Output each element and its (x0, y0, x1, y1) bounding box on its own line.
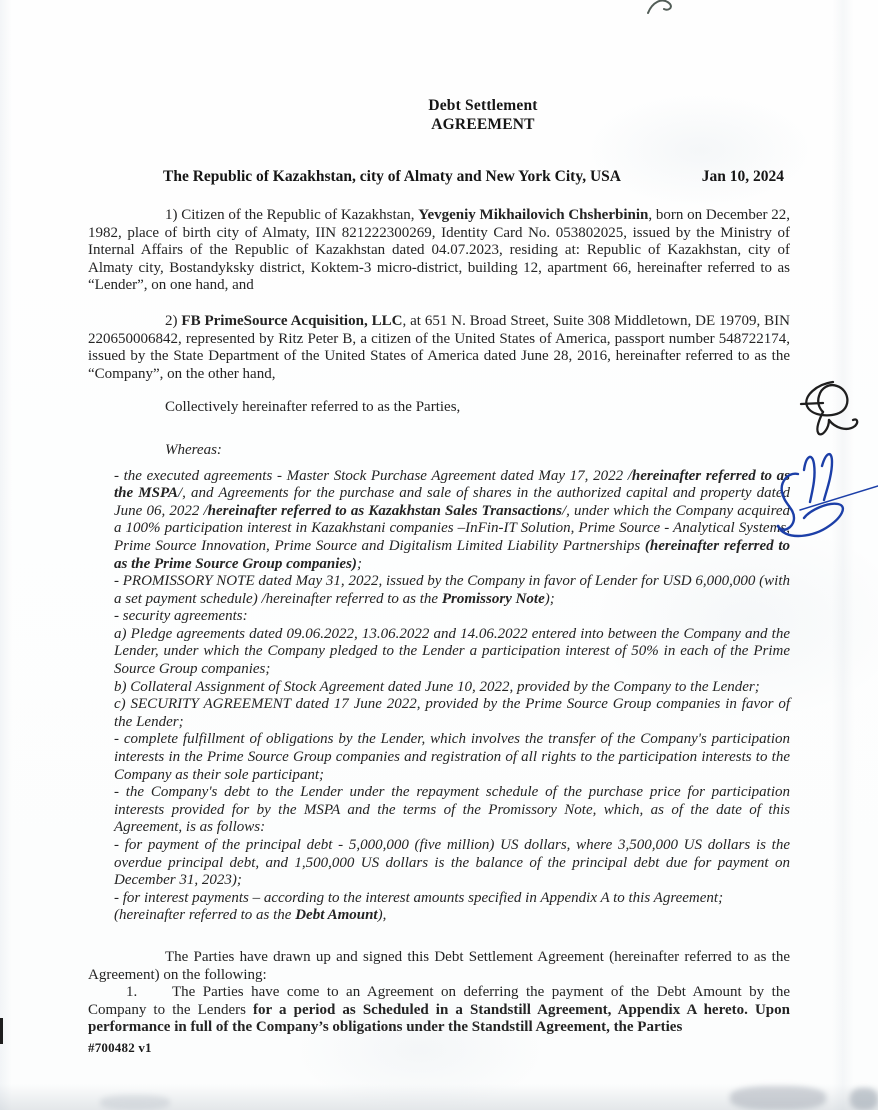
text-run: Whereas: (165, 441, 222, 458)
text-run: - complete fulfillment of obligations by the Lender, which involves the transfer of the Company's participation interests in the Prime Source Group companies and registration of all rights to the participation interests to the Company as their sole participant; (114, 731, 790, 783)
text-run: - security agreements: (114, 608, 248, 625)
text-run: Collectively hereinafter referred to as the Parties, (165, 399, 461, 416)
text-run: ); (544, 590, 555, 607)
text-run: - the executed agreements - Master Stock Purchase Agreement dated May 17, 2022 / (114, 467, 632, 484)
paragraph (114, 696, 790, 731)
paragraph (114, 468, 790, 574)
text-run: (hereinafter referred to as the Prime Source Group companies) (114, 537, 791, 572)
document-title (132, 96, 834, 134)
agreement-date: Jan 10, 2024 (701, 168, 784, 185)
text-run: Yevgeniy Mikhailovich Chsherbinin (418, 207, 649, 223)
title-line-1: Debt Settlement (428, 97, 538, 114)
paragraph (114, 608, 790, 626)
text-run: 2) (165, 312, 182, 329)
paragraph (88, 399, 790, 417)
paragraph (114, 573, 790, 608)
text-run: b) Collateral Assignment of Stock Agreement dated June 10, 2022, provided by the Company to the Lender; (114, 678, 760, 695)
paragraph (88, 313, 790, 383)
text-run: , at 651 N. Broad Street, Suite 308 Middletown, DE 19709, BIN 220650006842, represented by Ritz Peter B, a citizen of the United States of America, passport number 548722174, issued by the State Department of the United States of America dated June 28, 2016, hereinafter referred to as the “Company”, on the other hand, (88, 312, 791, 382)
paragraph (114, 626, 790, 679)
text-run: c) SECURITY AGREEMENT dated 17 June 2022, provided by the Prime Source Group companies in favor of the Lender; (114, 696, 790, 730)
scan-edge-tint (0, 0, 12, 1110)
text-run: for a period as Scheduled in a Standstill Agreement, Appendix A hereto. Upon performance in full of the Company’s obligations under the Standstill Agreement, the Parties (88, 1001, 790, 1036)
text-run: - the Company's debt to the Lender under the repayment schedule of the purchase price for participation interests provided for by the MSPA and the terms of the Promissory Note, which, as of the date of this Agreement, is as follows: (114, 784, 790, 836)
text-run: Promissory Note (441, 590, 545, 607)
paragraph (114, 784, 790, 837)
scan-streak (832, 0, 854, 1110)
text-run: ; (356, 555, 362, 572)
text-run: The Parties have come to an Agreement on deferring the payment of the Debt Amount by the Company to the Lenders (88, 984, 790, 1018)
paragraph (114, 907, 790, 925)
document-body (88, 207, 790, 1037)
scan-edge-mark (0, 1018, 3, 1044)
jurisdiction-line: The Republic of Kazakhstan, city of Almaty and New York City, USA (163, 168, 621, 185)
text-run: (hereinafter referred to as the (114, 907, 296, 924)
text-run: /, under which the Company acquired a 100% participation interest in Kazakhstani companies –InFin-IT Solution, Prime Source - Analytical Systems, Prime Source Innovation, Prime Source and Digitalism Limited Liability Partnerships (114, 502, 791, 554)
document-reference-number: #700482 v1 (88, 1039, 152, 1055)
paragraph (88, 984, 790, 1037)
text-run: hereinafter referred to as the MSPA (114, 467, 790, 502)
text-run: FB PrimeSource Acquisition, LLC (181, 312, 403, 329)
text-run: - for interest payments – according to the interest amounts specified in Appendix A to this Agreement; (114, 889, 724, 906)
title-line-2: AGREEMENT (431, 116, 535, 133)
paragraph (114, 731, 790, 784)
text-run: The Parties have drawn up and signed this Debt Settlement Agreement (hereinafter referred to as the Agreement) on the following: (88, 948, 790, 983)
text-run: , born on December 22, 1982, place of birth city of Almaty, IIN 821222300269, Identity Card No. 053802025, issued by the Ministry of Internal Affairs of the Republic of Kazakhstan dated 04.07.2023, residing at: Republic of Kazakhstan, city of Almaty city, Bostandyksky district, Koktem-3 micro-district, building 12, apartment 66, hereinafter referred to as “Lender”, on one hand, and (88, 207, 790, 294)
paragraph (88, 949, 790, 984)
text-run: Debt Amount (295, 907, 378, 924)
scan-bottom-shadow (0, 1084, 878, 1110)
paragraph (114, 837, 790, 890)
heading-row (88, 168, 790, 186)
text-run: ), (377, 907, 387, 924)
text-run: - for payment of the principal debt - 5,000,000 (five million) US dollars, where 3,500,000 US dollars is the overdue principal debt, and 1,500,000 US dollars is the balance of the principal debt due for payment on December 31, 2023); (114, 837, 790, 889)
text-run: a) Pledge agreements dated 09.06.2022, 13.06.2022 and 14.06.2022 entered into between the Company and the Lender, under which the Company pledged to the Lender a participation interest of 50% in each of the Prime Source Group companies; (114, 625, 790, 678)
text-run: - PROMISSORY NOTE dated May 31, 2022, issued by the Company in favor of Lender for USD 6,000,000 (with a set payment schedule) /hereinafter referred to as the (114, 573, 790, 607)
text-run: hereinafter referred to as Kazakhstan Sales Transactions (207, 502, 562, 519)
paragraph (114, 679, 790, 697)
paragraph (88, 442, 790, 460)
paragraph (88, 207, 790, 295)
text-run: 1) Citizen of the Republic of Kazakhstan, (165, 207, 419, 223)
list-number: 1. (126, 984, 138, 1001)
paragraph (114, 890, 790, 908)
document-content (88, 0, 790, 1056)
text-run: /, and Agreements for the purchase and sale of shares in the authorized capital and property dated June 06, 2022 / (114, 485, 791, 519)
handwritten-initials-black (793, 374, 865, 438)
